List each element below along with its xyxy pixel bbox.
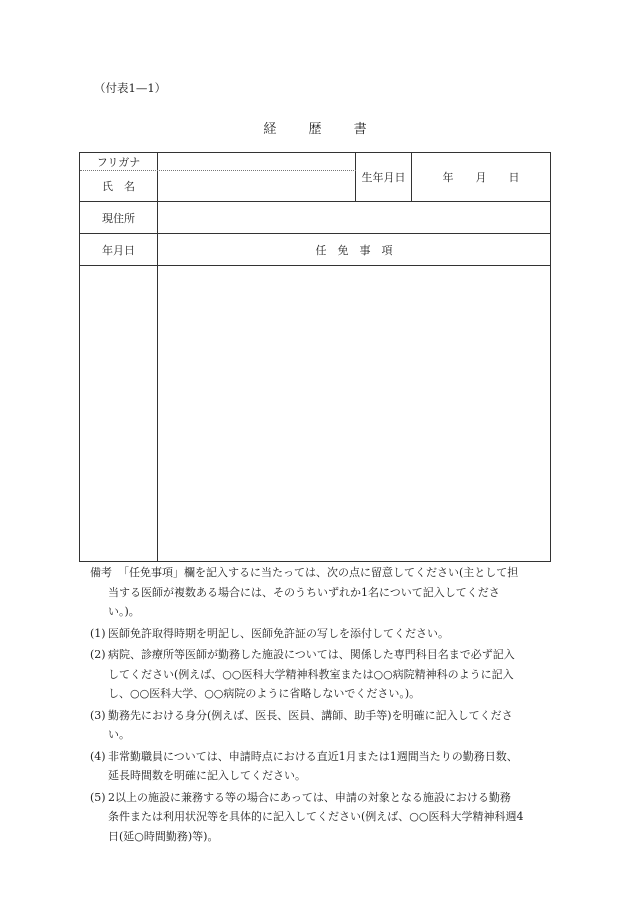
notes-intro-line: い。)。 — [108, 605, 140, 618]
note-line: してください(例えば、○○医科大学精神科教室または○○病院精神科のように記入 — [108, 667, 514, 681]
note-line: 2以上の施設に兼務する等の場合にあっては、申請の対象となる施設における勤務 — [108, 790, 511, 804]
address-field[interactable] — [158, 202, 550, 233]
notes-intro-line: 「任免事項」欄を記入するに当たっては、次の点に留意してください(主として担 — [118, 566, 519, 579]
note-line: 日(延○時間勤務)等)。 — [108, 829, 219, 843]
note-item — [90, 645, 560, 704]
note-number: (3) — [90, 708, 106, 722]
notes-heading: 備考 — [90, 566, 112, 579]
note-number: (4) — [90, 749, 106, 763]
notes-intro-line: 当する医師が複数ある場合には、そのうちいずれか1名について記入してくださ — [108, 585, 500, 599]
birthdate-field[interactable]: 年 月 日 — [442, 171, 520, 184]
note-number: (2) — [90, 648, 106, 661]
notes-section — [90, 563, 560, 846]
note-line: 医師免許取得時期を明記し、医師免許証の写しを添付してください。 — [108, 626, 449, 640]
furigana-field[interactable] — [158, 153, 355, 170]
note-line: い。 — [108, 728, 130, 741]
appointment-column-header: 任 免 事 項 — [315, 243, 393, 257]
resume-form-table — [79, 152, 551, 562]
note-line: 勤務先における身分(例えば、医長、医員、講師、助手等)を明確に記入してくださ — [108, 708, 513, 722]
note-item — [90, 624, 560, 644]
note-item — [90, 706, 560, 745]
note-line: 非常勤職員については、申請時点における直近1月または1週間当たりの勤務日数、 — [108, 749, 518, 763]
furigana-label: フリガナ — [96, 155, 141, 169]
date-entry-area[interactable] — [80, 266, 157, 561]
note-item — [90, 747, 560, 786]
date-column-header: 年月日 — [102, 243, 135, 257]
note-item — [90, 788, 560, 847]
appointment-entry-area[interactable] — [158, 266, 550, 561]
note-line: し、○○医科大学、○○病院のように省略しないでください。)。 — [108, 687, 421, 700]
name-label: 氏 名 — [102, 180, 135, 193]
address-label: 現住所 — [102, 211, 135, 225]
note-number: (5) — [90, 790, 106, 804]
birthdate-label: 生年月日 — [361, 171, 406, 184]
note-line: 条件または利用状況等を具体的に記入してください(例えば、○○医科大学精神科週4 — [108, 810, 524, 823]
form-code: （付表1—1） — [94, 81, 167, 95]
title-char: 歴 — [308, 122, 322, 137]
notes-intro — [90, 563, 560, 583]
title-char: 書 — [353, 122, 367, 137]
name-field[interactable] — [158, 171, 355, 201]
note-line: 延長時間数を明確に記入してください。 — [108, 769, 306, 782]
note-number: (1) — [90, 626, 106, 640]
title-char: 経 — [263, 122, 277, 137]
document-title — [0, 118, 630, 137]
note-line: 病院、診療所等医師が勤務した施設については、関係した専門科目名まで必ず記入 — [108, 648, 515, 661]
